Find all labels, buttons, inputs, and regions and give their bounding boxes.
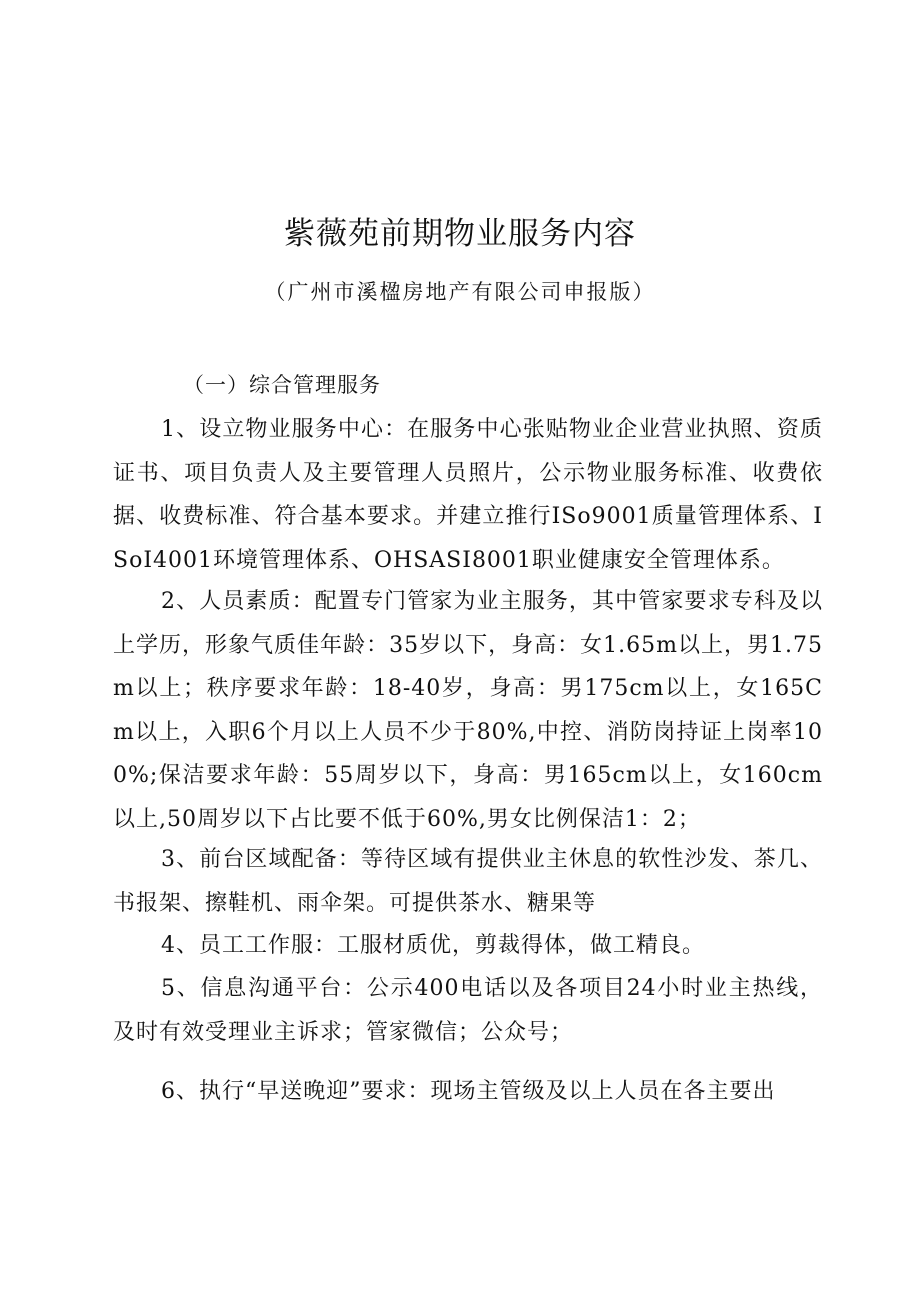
section-heading: （一）综合管理服务 bbox=[183, 373, 381, 397]
paragraph-1-service-center: 1、设立物业服务中心：在服务中心张贴物业企业营业执照、资质证书、项目负责人及主要管理人员照片，公示物业服务标准、收费依据、收费标准、符合基本要求。并建立推行ISo9001质量管理体系、ISoI4001环境管理体系、OHSASI8001职业健康安全管理体系。 bbox=[113, 417, 823, 573]
paragraph-2-staff-quality: 2、人员素质：配置专门管家为业主服务，其中管家要求专科及以上学历，形象气质佳年龄：35岁以下，身高：女1.65m以上，男1.75m以上；秩序要求年龄：18-40岁，身高：男175cm以上，女165Cm以上，入职6个月以上人员不少于80%,中控、消防岗持证上岗率100%;保洁要求年龄：55周岁以下，身高：男165cm以上，女160cm以上,50周岁以下占比要不低于60%,男女比例保洁1：2； bbox=[113, 589, 823, 832]
document-subtitle: （广州市溪楹房地产有限公司申报版） bbox=[264, 280, 656, 304]
paragraph-3-front-desk: 3、前台区域配备：等待区域有提供业主休息的软性沙发、茶几、书报架、擦鞋机、雨伞架。可提供茶水、糖果等 bbox=[113, 847, 823, 916]
paragraph-5-communication: 5、信息沟通平台：公示400电话以及各项目24小时业主热线，及时有效受理业主诉求；管家微信；公众号； bbox=[113, 976, 823, 1045]
document-title: 紫薇苑前期物业服务内容 bbox=[284, 216, 636, 252]
paragraph-4-uniform: 4、员工工作服：工服材质优，剪裁得体，做工精良。 bbox=[161, 933, 705, 958]
paragraph-6-greeting: 6、执行“早送晚迎”要求：现场主管级及以上人员在各主要出 bbox=[161, 1079, 776, 1104]
